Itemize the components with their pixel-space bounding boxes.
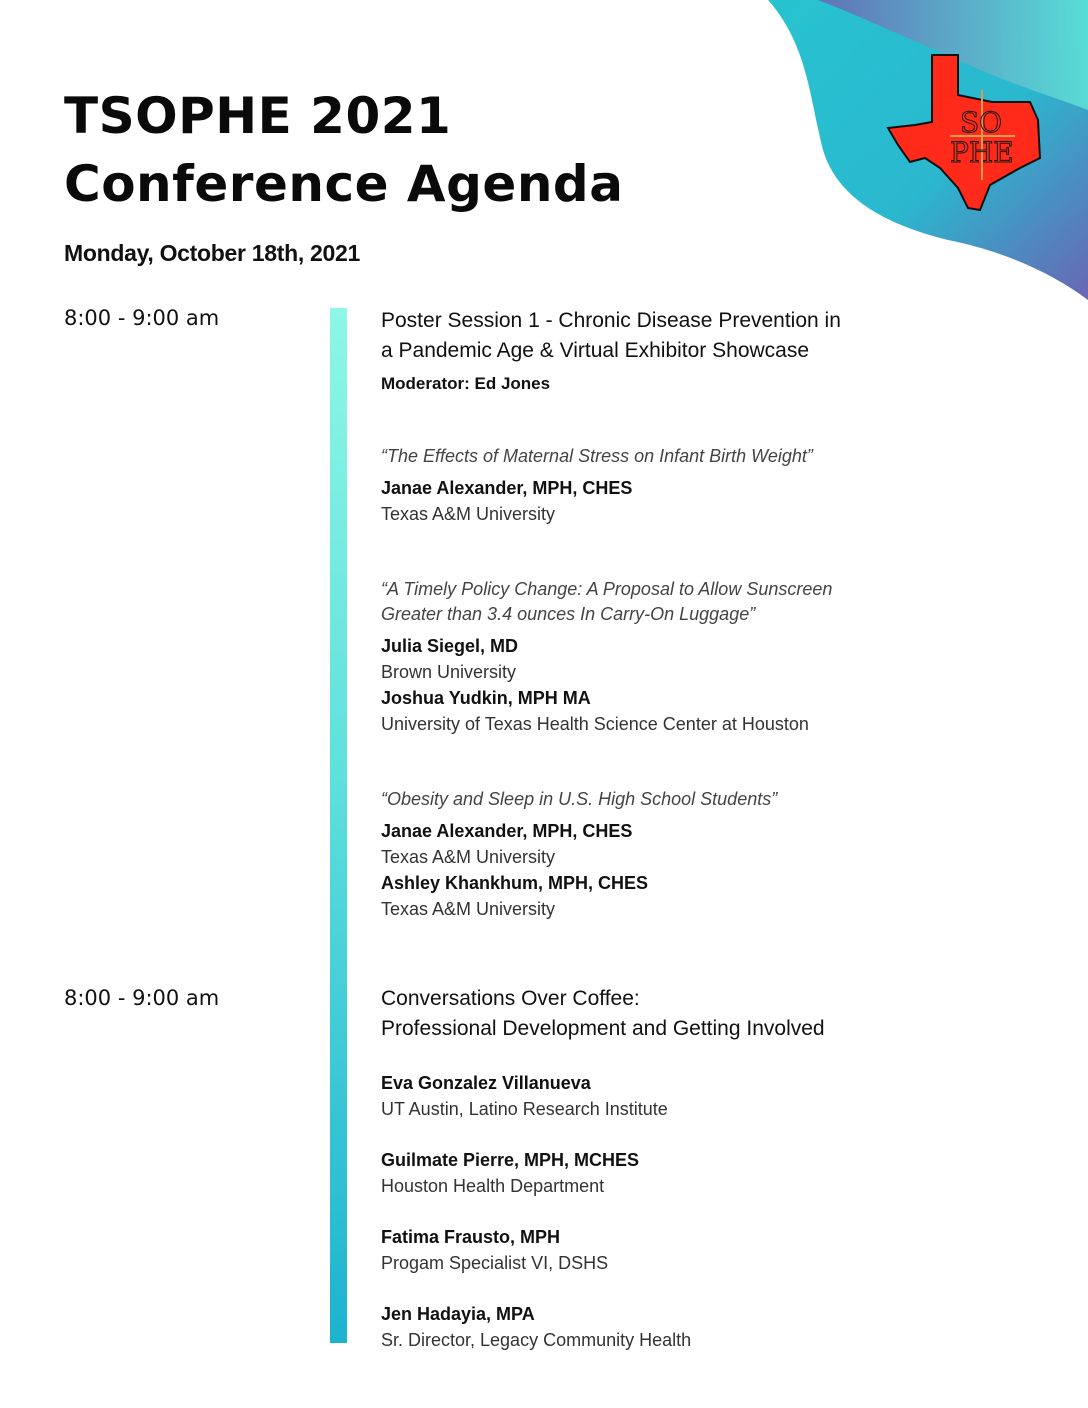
presenter-name: Janae Alexander, MPH, CHES bbox=[381, 478, 633, 498]
presenter-name: Julia Siegel, MD bbox=[381, 636, 519, 656]
session-time: 8:00 - 9:00 am bbox=[64, 986, 220, 1010]
panelist-name: Jen Hadayia, MPA bbox=[381, 1304, 535, 1324]
presenter-affiliation: Texas A&M University bbox=[381, 899, 556, 919]
session-title-line: Poster Session 1 - Chronic Disease Prevention in bbox=[381, 309, 841, 332]
panelist bbox=[381, 1224, 1001, 1276]
page-title bbox=[64, 82, 623, 218]
presenter-affiliation: University of Texas Health Science Center at Houston bbox=[381, 714, 809, 734]
panelist-affiliation: UT Austin, Latino Research Institute bbox=[381, 1099, 668, 1119]
talk-title: “The Effects of Maternal Stress on Infant Birth Weight” bbox=[381, 446, 813, 466]
panelist-name: Guilmate Pierre, MPH, MCHES bbox=[381, 1150, 640, 1170]
presenter-name: Ashley Khankhum, MPH, CHES bbox=[381, 873, 649, 893]
panelist-name: Fatima Frausto, MPH bbox=[381, 1227, 561, 1247]
talk-title-line: “A Timely Policy Change: A Proposal to Allow Sunscreen bbox=[381, 579, 833, 599]
panelist bbox=[381, 1301, 1001, 1353]
session-block bbox=[381, 306, 1001, 922]
panelist-affiliation: Houston Health Department bbox=[381, 1176, 605, 1196]
panelist bbox=[381, 1147, 1001, 1199]
timeline-bar bbox=[330, 308, 347, 1343]
talk-title: “Obesity and Sleep in U.S. High School Students” bbox=[381, 789, 778, 809]
session-title-line: Professional Development and Getting Involved bbox=[381, 1017, 825, 1040]
talk-item bbox=[381, 787, 1001, 922]
talk-item bbox=[381, 444, 1001, 527]
panelist bbox=[381, 1070, 1001, 1122]
logo-text-bottom: PHE bbox=[950, 136, 1014, 169]
session-title-line: a Pandemic Age & Virtual Exhibitor Showcase bbox=[381, 339, 810, 362]
title-line-2: Conference Agenda bbox=[64, 155, 624, 213]
agenda-date: Monday, October 18th, 2021 bbox=[64, 240, 360, 266]
talk-item bbox=[381, 577, 1001, 737]
presenter-affiliation: Texas A&M University bbox=[381, 504, 556, 524]
presenter-name: Joshua Yudkin, MPH MA bbox=[381, 688, 591, 708]
session-block bbox=[381, 984, 1001, 1353]
panelist-name: Eva Gonzalez Villanueva bbox=[381, 1073, 591, 1093]
moderator: Moderator: Ed Jones bbox=[381, 374, 551, 393]
session-title bbox=[381, 306, 1001, 366]
presenter-affiliation: Texas A&M University bbox=[381, 847, 556, 867]
session-title-line: Conversations Over Coffee: bbox=[381, 987, 640, 1010]
talk-title-line: Greater than 3.4 ounces In Carry-On Luggage” bbox=[381, 604, 756, 624]
panelist-affiliation: Progam Specialist VI, DSHS bbox=[381, 1253, 609, 1273]
tsophe-texas-logo bbox=[880, 50, 1060, 220]
panelist-affiliation: Sr. Director, Legacy Community Health bbox=[381, 1330, 692, 1350]
logo-text-top: SO bbox=[960, 106, 1003, 139]
presenter-affiliation: Brown University bbox=[381, 662, 517, 682]
talk-title bbox=[381, 577, 1001, 627]
session-title bbox=[381, 984, 1001, 1044]
presenter-name: Janae Alexander, MPH, CHES bbox=[381, 821, 633, 841]
title-line-1: TSOPHE 2021 bbox=[64, 87, 452, 145]
session-time: 8:00 - 9:00 am bbox=[64, 306, 220, 330]
